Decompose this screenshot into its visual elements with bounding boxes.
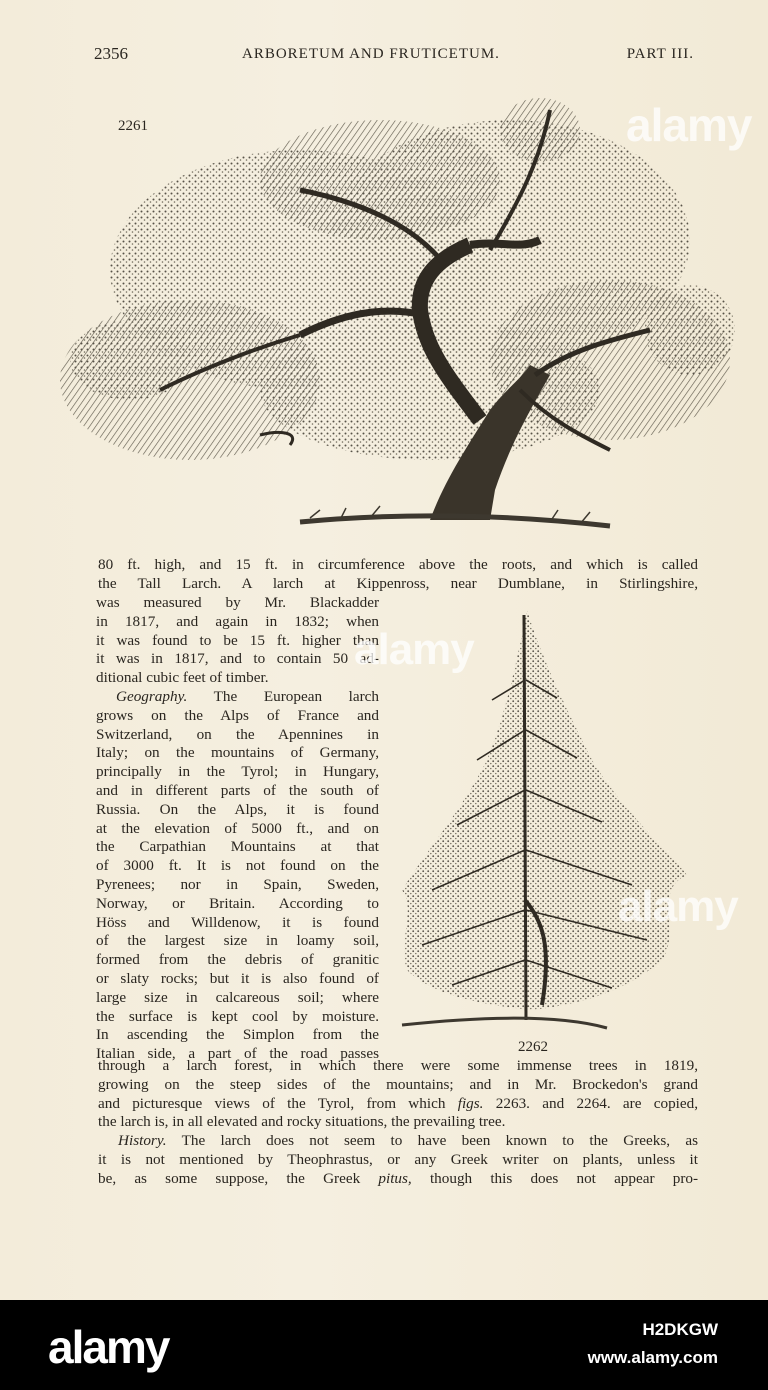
watermark-top: alamy: [626, 99, 752, 151]
alamy-logo: alamy: [48, 1321, 169, 1373]
text-line: of the largest size in loamy soil,: [96, 932, 379, 950]
upright-larch-illustration: [392, 600, 702, 1030]
site-url[interactable]: www.alamy.com: [587, 1348, 718, 1367]
figure-number-2261: 2261: [118, 118, 148, 134]
history-heading-line: History. The larch does not seem to have been known to the Greeks, as: [118, 1132, 698, 1150]
part-label: PART III.: [626, 46, 694, 62]
text-line: the Carpathian Mountains at that: [96, 838, 379, 856]
text-line: at the elevation of 5000 ft., and on: [96, 819, 379, 837]
paragraph-tall-larch: [98, 556, 698, 594]
watermark-middle: alamy: [354, 625, 474, 674]
text-line: or slaty rocks; but it is also found of: [96, 969, 379, 987]
text-line: the Tall Larch. A larch at Kippenross, near Dumblane, in Stirlingshire,: [98, 574, 698, 592]
running-header: [94, 44, 694, 68]
running-title: ARBORETUM AND FRUTICETUM.: [242, 46, 500, 62]
text-line: of 3000 ft. It is not found on the: [96, 857, 379, 875]
text-line: was measured by Mr. Blackadder: [96, 594, 379, 611]
text-line: grows on the Alps of France and: [96, 706, 379, 724]
text-line: principally in the Tyrol; in Hungary,: [96, 763, 379, 781]
text-line: Switzerland, on the Apennines in: [96, 725, 379, 743]
text-line: In ascending the Simplon from the: [96, 1026, 379, 1044]
text-line-pitus: be, as some suppose, the Greek pitus, though this does not appear pro-: [98, 1169, 699, 1187]
text-line: Italy; on the mountains of Germany,: [96, 744, 379, 762]
text-line: in 1817, and again in 1832; when: [96, 612, 379, 630]
text-line: Italian side, a part of the road passes: [96, 1045, 379, 1063]
text-line: Russia. On the Alps, it is found: [96, 800, 379, 818]
page-number: 2356: [94, 44, 128, 63]
text-line: growing on the steep sides of the mountains; and in Mr. Brockedon's grand: [98, 1075, 698, 1093]
text-line: it was found to be 15 ft. higher than: [96, 631, 379, 649]
geography-heading: Geography.: [116, 687, 188, 705]
text-line: formed from the debris of granitic: [96, 951, 379, 969]
geography-heading-line: Geography. The European larch: [116, 687, 380, 705]
image-id: H2DKGW: [642, 1320, 718, 1339]
text-line: through a larch forest, in which there were some immense trees in 1819,: [98, 1057, 698, 1074]
figure-number-2262: 2262: [518, 1039, 548, 1055]
text-line: large size in calcareous soil; where: [96, 988, 379, 1006]
text-line: it was in 1817, and to contain 50 ad-: [96, 650, 379, 668]
paragraph-larch-forest: [98, 1057, 698, 1189]
text-line: and in different parts of the south of: [96, 781, 379, 799]
text-line: 80 ft. high, and 15 ft. in circumference above the roots, and which is called: [98, 556, 698, 573]
text-line: Pyrenees; nor in Spain, Sweden,: [96, 875, 379, 893]
spreading-larch-illustration: [50, 90, 740, 540]
history-heading: History.: [118, 1132, 167, 1150]
text-line-figs: and picturesque views of the Tyrol, from which figs. 2263. and 2264. are copied,: [98, 1094, 699, 1112]
text-line: Höss and Willdenow, it is found: [96, 913, 379, 931]
watermark-right: alamy: [618, 882, 738, 931]
text-line: it is not mentioned by Theophrastus, or any Greek writer on plants, unless it: [98, 1150, 698, 1168]
text-line: Norway, or Britain. According to: [96, 894, 379, 912]
stock-footer-bar: [0, 1300, 768, 1390]
text-line: the larch is, in all elevated and rocky situations, the prevailing tree.: [98, 1113, 506, 1131]
text-line: ditional cubic feet of timber.: [96, 669, 269, 687]
text-line: the surface is kept cool by moisture.: [96, 1007, 379, 1025]
column-text: [96, 594, 379, 1064]
